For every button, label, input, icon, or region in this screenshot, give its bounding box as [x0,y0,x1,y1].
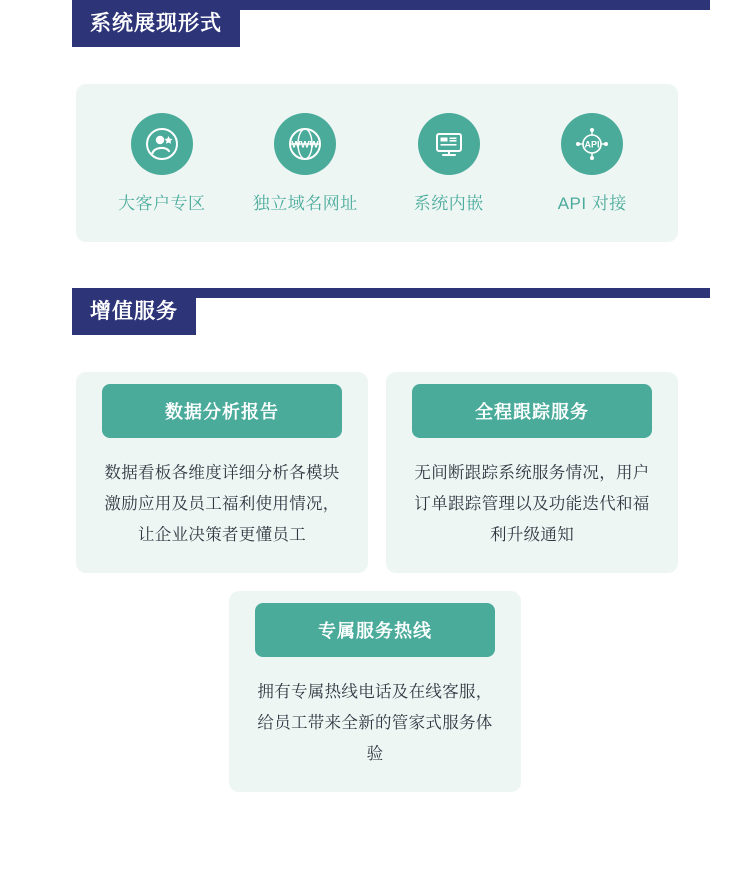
card-title-tracking-service: 全程跟踪服务 [412,384,652,438]
svg-text:API: API [584,139,600,149]
value-added-card-center-wrap [40,591,710,792]
value-added-cards-row [76,372,678,573]
card-title-data-report: 数据分析报告 [102,384,342,438]
display-form-item-domain[interactable] [235,113,375,214]
display-form-label-domain: 独立域名网址 [252,193,358,213]
section-title-wrap-2 [72,288,710,340]
card-title-hotline: 专属服务热线 [255,603,495,657]
api-network-icon [561,113,623,175]
section-title-wrap [72,0,710,52]
display-forms-panel [76,84,678,242]
card-body-hotline: 拥有专属热线电话及在线客服，给员工带来全新的管家式服务体验 [257,683,493,763]
page-content [40,0,710,874]
display-form-label-vip: 大客户专区 [118,193,206,213]
card-body-data-report: 数据看板各维度详细分析各模块激励应用及员工福利使用情况，让企业决策者更懂员工 [104,464,340,544]
card-body-tracking-service: 无间断跟踪系统服务情况，用户订单跟踪管理以及功能迭代和福利升级通知 [414,464,650,544]
display-form-item-vip[interactable] [92,113,232,214]
section-title-display-forms: 系统展现形式 [72,0,240,47]
section-value-added-services [40,288,710,792]
card-tracking-service [386,372,678,573]
display-form-label-embed: 系统内嵌 [413,193,484,213]
monitor-embed-icon [418,113,480,175]
card-hotline [229,591,521,792]
svg-text:WWW: WWW [291,139,319,150]
display-form-label-api: API 对接 [557,193,627,213]
display-form-item-api[interactable] [522,113,662,214]
display-form-item-embed[interactable] [379,113,519,214]
user-vip-icon [131,113,193,175]
www-globe-icon [274,113,336,175]
card-data-report [76,372,368,573]
section-title-value-added: 增值服务 [72,288,196,335]
section-display-forms [40,0,710,242]
